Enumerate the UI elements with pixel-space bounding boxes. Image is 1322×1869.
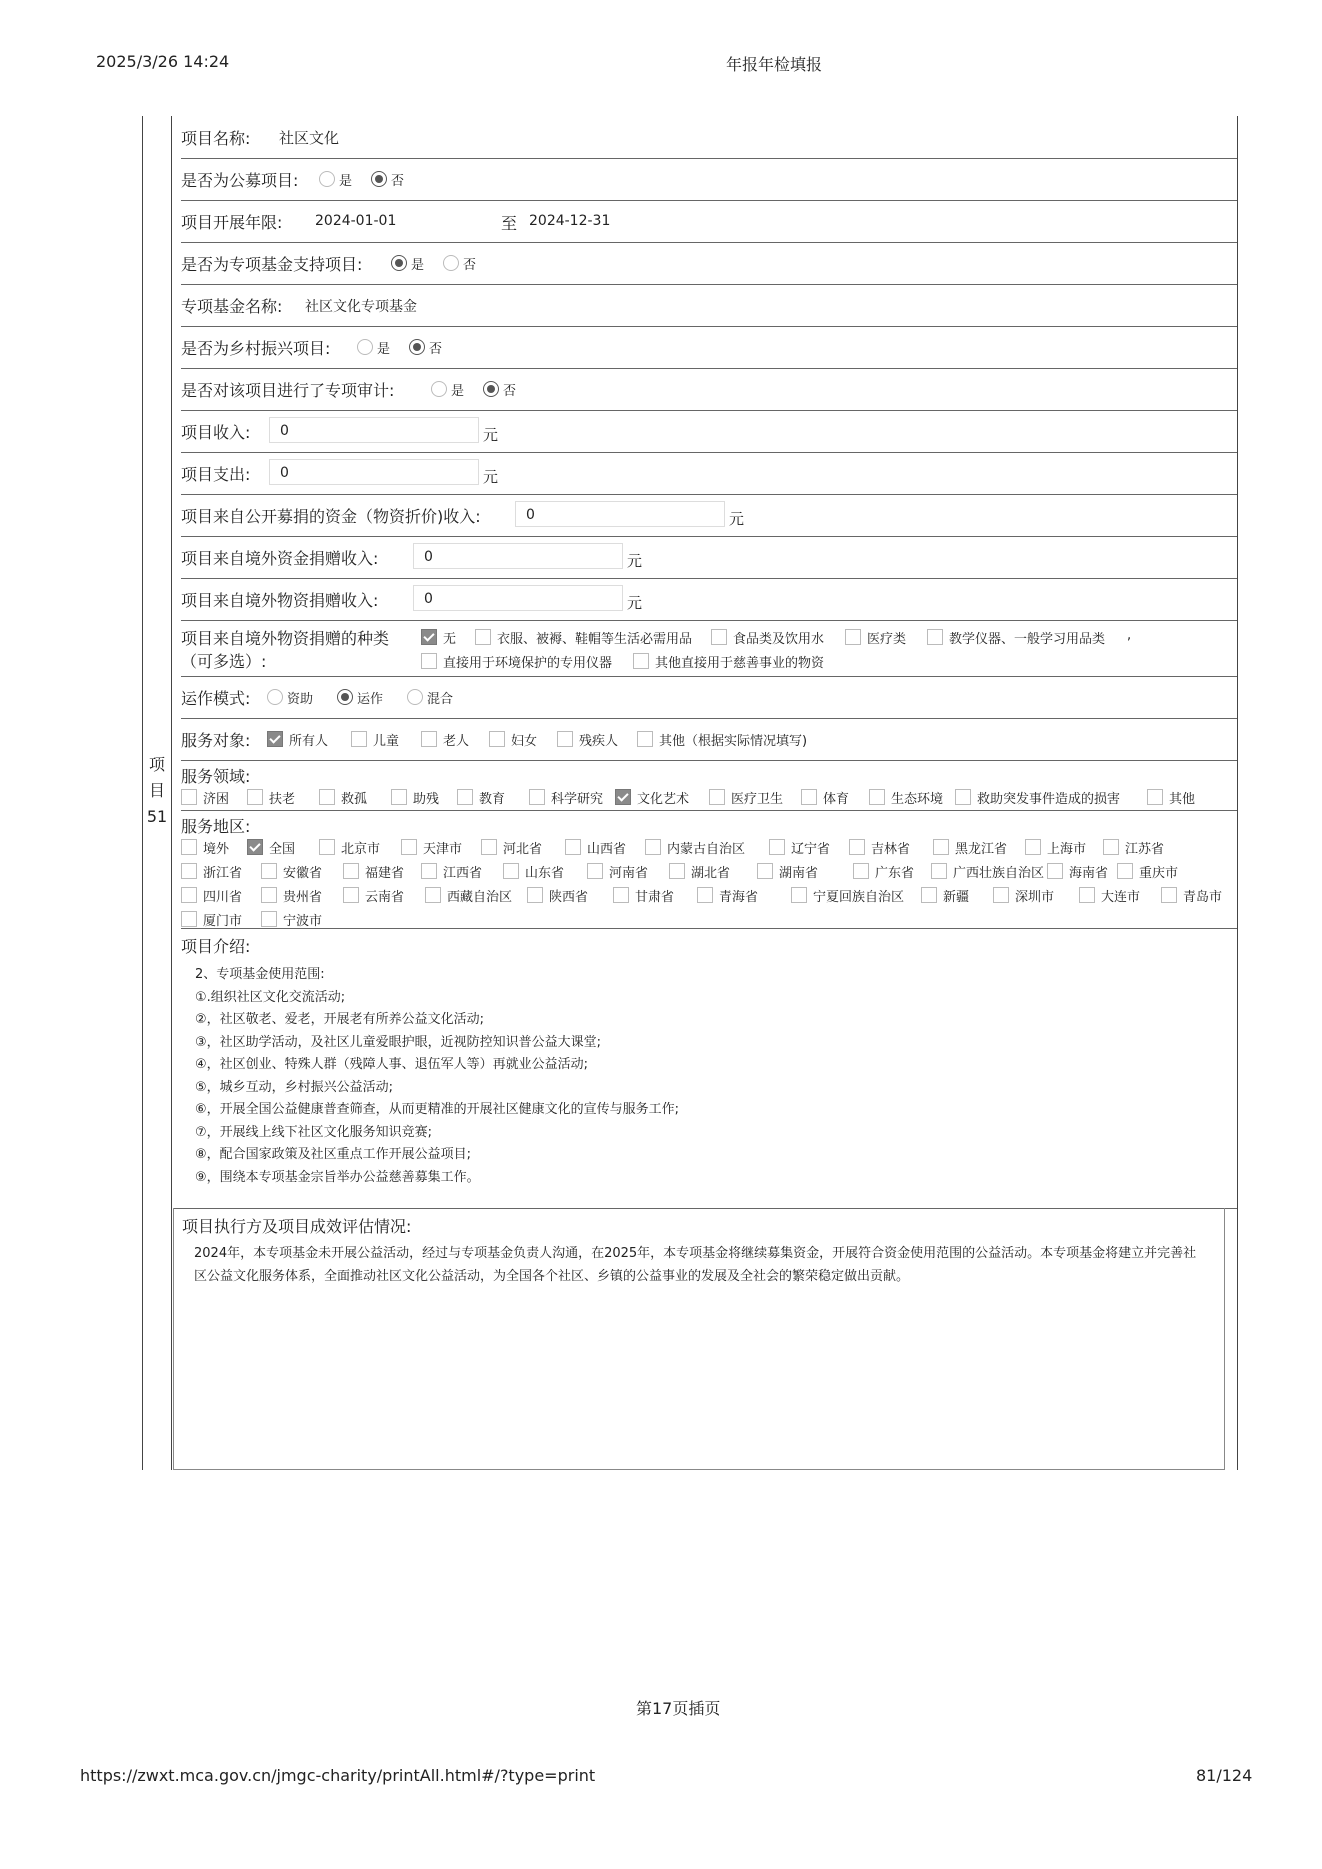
region-option[interactable]: 湖南省 — [757, 862, 818, 881]
intro-line: 2、专项基金使用范围: — [195, 967, 325, 982]
radio-selected-icon — [337, 689, 353, 705]
field-option[interactable]: 教育 — [457, 788, 505, 807]
checkbox-icon — [933, 839, 949, 855]
checkbox-icon — [955, 789, 971, 805]
checkbox-icon — [921, 887, 937, 903]
audit-yes[interactable]: 是 — [431, 380, 464, 399]
checkbox-icon — [351, 731, 367, 747]
region-option[interactable]: 重庆市 — [1117, 862, 1178, 881]
checkbox-icon — [709, 789, 725, 805]
project-form — [142, 116, 1238, 1470]
checkbox-icon — [401, 839, 417, 855]
intro-line: ②，社区敬老、爱老，开展老有所养公益文化活动; — [195, 1012, 485, 1027]
public-income-input[interactable]: 0 — [515, 501, 725, 527]
field-option[interactable]: 助残 — [391, 788, 439, 807]
region-option[interactable]: 宁夏回族自治区 — [791, 886, 904, 905]
service-region-label: 服务地区: — [181, 817, 251, 836]
target-option-all[interactable]: 所有人 — [267, 730, 328, 749]
checkbox-icon — [697, 887, 713, 903]
region-option[interactable]: 河南省 — [587, 862, 648, 881]
checkbox-icon — [1047, 863, 1063, 879]
goods-types-label-multi: （可多选）: — [181, 652, 267, 671]
checkbox-icon — [421, 653, 437, 669]
radio-selected-icon — [371, 171, 387, 187]
checkbox-icon — [927, 629, 943, 645]
target-option-women[interactable]: 妇女 — [489, 730, 537, 749]
checkbox-icon — [791, 887, 807, 903]
checkbox-icon — [1103, 839, 1119, 855]
checkbox-icon — [319, 789, 335, 805]
special-fund-no[interactable]: 否 — [443, 254, 476, 273]
row-rural — [181, 326, 1237, 369]
operation-option-mixed[interactable]: 混合 — [407, 688, 453, 707]
region-option[interactable]: 宁波市 — [261, 910, 322, 929]
overseas-funds-unit: 元 — [627, 552, 643, 570]
field-option[interactable]: 其他 — [1147, 788, 1195, 807]
checkbox-icon — [587, 863, 603, 879]
checkbox-icon — [1161, 887, 1177, 903]
checkbox-icon — [849, 839, 865, 855]
expense-unit: 元 — [483, 468, 499, 486]
region-option[interactable]: 广西壮族自治区 — [931, 862, 1044, 881]
service-target-label: 服务对象: — [181, 731, 251, 750]
operation-label: 运作模式: — [181, 689, 251, 708]
special-fund-yes[interactable]: 是 — [391, 254, 424, 273]
print-datetime: 2025/3/26 14:24 — [96, 52, 230, 71]
region-option[interactable]: 吉林省 — [849, 838, 910, 857]
target-option-other[interactable]: 其他（根据实际情况填写) — [637, 730, 807, 749]
checkbox-icon — [869, 789, 885, 805]
goods-option-medical[interactable]: 医疗类 — [845, 628, 906, 647]
checkbox-icon — [633, 653, 649, 669]
region-option[interactable]: 江苏省 — [1103, 838, 1164, 857]
checkbox-icon — [711, 629, 727, 645]
intro-line: ⑦，开展线上线下社区文化服务知识竞赛; — [195, 1124, 433, 1140]
row-public-raise — [181, 158, 1237, 201]
region-option[interactable]: 浙江省 — [181, 862, 242, 881]
field-option[interactable]: 生态环境 — [869, 788, 943, 807]
audit-no[interactable]: 否 — [483, 380, 516, 399]
region-option[interactable]: 河北省 — [481, 838, 542, 857]
radio-icon — [431, 381, 447, 397]
public-raise-no[interactable]: 否 — [371, 170, 404, 189]
intro-line: ⑥，开展全国公益健康普查筛查，从而更精准的开展社区健康文化的宣传与服务工作; — [195, 1102, 680, 1117]
region-option[interactable]: 陕西省 — [527, 886, 588, 905]
service-field-label: 服务领域: — [181, 767, 251, 786]
public-income-unit: 元 — [729, 510, 745, 528]
audit-label: 是否对该项目进行了专项审计: — [181, 381, 395, 400]
radio-selected-icon — [391, 255, 407, 271]
intro-text-area[interactable] — [195, 964, 679, 1189]
checkbox-icon — [489, 731, 505, 747]
checkbox-icon — [769, 839, 785, 855]
expense-input[interactable]: 0 — [269, 459, 479, 485]
checkbox-icon — [421, 731, 437, 747]
region-option[interactable]: 湖北省 — [669, 862, 730, 881]
checkbox-icon — [565, 839, 581, 855]
region-option[interactable]: 云南省 — [343, 886, 404, 905]
page-header-title: 年报年检填报 — [726, 55, 823, 74]
checkbox-icon — [319, 839, 335, 855]
checkbox-icon — [529, 789, 545, 805]
rural-no[interactable]: 否 — [409, 338, 442, 357]
evaluation-text-area[interactable]: 2024年，本专项基金未开展公益活动，经过与专项基金负责人沟通，在2025年，本专项基金将继续募集资金，开展符合资金使用范围的公益活动。本专项基金将建立并完善社区公益文化服务体系，全面推动社区文化公益活动，为全国各个社区、乡镇的公益事业的发展及全社会的繁荣稳定做出贡献。 — [194, 1246, 1197, 1284]
row-income — [181, 410, 1237, 453]
region-option[interactable]: 福建省 — [343, 862, 404, 881]
region-option[interactable]: 大连市 — [1079, 886, 1140, 905]
rural-label: 是否为乡村振兴项目: — [181, 339, 331, 358]
public-income-label: 项目来自公开募捐的资金（物资折价)收入: — [181, 507, 481, 526]
checkbox-icon — [527, 887, 543, 903]
intro-label: 项目介绍: — [181, 937, 251, 956]
region-option[interactable]: 黑龙江省 — [933, 838, 1007, 857]
intro-line: ⑤，城乡互动，乡村振兴公益活动; — [195, 1079, 394, 1095]
goods-option-other[interactable]: 其他直接用于慈善事业的物资 — [633, 652, 824, 671]
region-option[interactable]: 深圳市 — [993, 886, 1054, 905]
row-service-target — [181, 718, 1237, 761]
goods-option-clothing[interactable]: 衣服、被褥、鞋帽等生活必需用品 — [475, 628, 692, 647]
checkbox-icon — [425, 887, 441, 903]
region-option[interactable]: 新疆 — [921, 886, 969, 905]
checkbox-icon — [343, 863, 359, 879]
checkbox-icon — [845, 629, 861, 645]
region-option[interactable]: 西藏自治区 — [425, 886, 512, 905]
income-input[interactable]: 0 — [269, 417, 479, 443]
checkbox-icon — [391, 789, 407, 805]
checkbox-icon — [181, 789, 197, 805]
checkbox-icon — [457, 789, 473, 805]
region-option[interactable]: 上海市 — [1025, 838, 1086, 857]
region-option[interactable]: 内蒙古自治区 — [645, 838, 745, 857]
insert-page-label: 第17页插页 — [636, 1699, 721, 1718]
intro-line: ⑧，配合国家政策及社区重点工作开展公益项目; — [195, 1147, 472, 1162]
row-evaluation — [173, 1208, 1225, 1470]
intro-line: ④，社区创业、特殊人群（残障人事、退伍军人等）再就业公益活动; — [195, 1057, 589, 1072]
checkbox-icon — [557, 731, 573, 747]
region-option[interactable]: 江西省 — [421, 862, 482, 881]
goods-option-environment[interactable]: 直接用于环境保护的专用仪器 — [421, 652, 612, 671]
overseas-funds-input[interactable]: 0 — [413, 543, 623, 569]
page-url: https://zwxt.mca.gov.cn/jmgc-charity/printAll.html#/?type=print — [80, 1766, 596, 1785]
checkbox-icon — [613, 887, 629, 903]
row-service-field — [181, 760, 1237, 811]
operation-option-funding[interactable]: 资助 — [267, 688, 313, 707]
intro-line: ③，社区助学活动，及社区儿童爱眼护眼，近视防控知识普公益大课堂; — [195, 1034, 602, 1050]
checkbox-icon — [993, 887, 1009, 903]
checkbox-checked-icon — [421, 629, 437, 645]
public-raise-label: 是否为公募项目: — [181, 171, 299, 190]
checkbox-icon — [1117, 863, 1133, 879]
radio-icon — [407, 689, 423, 705]
goods-comma: , — [1127, 628, 1132, 643]
checkbox-icon — [181, 887, 197, 903]
region-option[interactable]: 广东省 — [853, 862, 914, 881]
side-label: 项 目 51 — [146, 755, 168, 826]
field-option[interactable]: 扶老 — [247, 788, 295, 807]
checkbox-icon — [181, 863, 197, 879]
fund-name-label: 专项基金名称: — [181, 297, 283, 316]
row-expense — [181, 452, 1237, 495]
goods-option-food[interactable]: 食品类及饮用水 — [711, 628, 824, 647]
checkbox-icon — [645, 839, 661, 855]
row-operation — [181, 676, 1237, 719]
fund-name-select[interactable]: 社区文化专项基金 — [305, 299, 417, 315]
checkbox-icon — [1025, 839, 1041, 855]
checkbox-icon — [853, 863, 869, 879]
checkbox-icon — [421, 863, 437, 879]
target-option-elderly[interactable]: 老人 — [421, 730, 469, 749]
checkbox-icon — [343, 887, 359, 903]
checkbox-checked-icon — [615, 789, 631, 805]
region-option[interactable]: 青海省 — [697, 886, 758, 905]
checkbox-icon — [931, 863, 947, 879]
row-overseas-goods — [181, 578, 1237, 621]
checkbox-icon — [1079, 887, 1095, 903]
checkbox-checked-icon — [247, 839, 263, 855]
rural-yes[interactable]: 是 — [357, 338, 390, 357]
radio-icon — [267, 689, 283, 705]
page-number: 81/124 — [1196, 1766, 1253, 1785]
field-option[interactable]: 体育 — [801, 788, 849, 807]
period-start[interactable]: 2024-01-01 — [315, 213, 397, 229]
checkbox-icon — [1147, 789, 1163, 805]
intro-line: ⑨，围绕本专项基金宗旨举办公益慈善募集工作。 — [195, 1169, 480, 1185]
radio-icon — [319, 171, 335, 187]
operation-option-operate[interactable]: 运作 — [337, 688, 383, 707]
checkbox-icon — [475, 629, 491, 645]
period-label: 项目开展年限: — [181, 213, 283, 232]
checkbox-icon — [481, 839, 497, 855]
checkbox-icon — [801, 789, 817, 805]
evaluation-label: 项目执行方及项目成效评估情况: — [182, 1217, 412, 1236]
region-option[interactable]: 安徽省 — [261, 862, 322, 881]
period-to: 至 — [501, 214, 518, 233]
overseas-funds-label: 项目来自境外资金捐赠收入: — [181, 549, 379, 568]
region-option[interactable]: 甘肃省 — [613, 886, 674, 905]
target-option-disabled[interactable]: 残疾人 — [557, 730, 618, 749]
checkbox-icon — [757, 863, 773, 879]
row-goods-types — [181, 620, 1237, 677]
region-option[interactable]: 厦门市 — [181, 910, 242, 929]
radio-selected-icon — [409, 339, 425, 355]
public-raise-yes[interactable]: 是 — [319, 170, 352, 189]
checkbox-icon — [503, 863, 519, 879]
checkbox-icon — [669, 863, 685, 879]
region-option[interactable]: 全国 — [247, 838, 295, 857]
field-option[interactable]: 医疗卫生 — [709, 788, 783, 807]
radio-icon — [443, 255, 459, 271]
income-label: 项目收入: — [181, 423, 251, 442]
special-fund-label: 是否为专项基金支持项目: — [181, 255, 363, 274]
radio-selected-icon — [483, 381, 499, 397]
overseas-goods-label: 项目来自境外物资捐赠收入: — [181, 591, 379, 610]
field-option[interactable]: 科学研究 — [529, 788, 603, 807]
row-public-income — [181, 494, 1237, 537]
income-unit: 元 — [483, 426, 499, 444]
goods-types-label: 项目来自境外物资捐赠的种类 — [181, 629, 390, 648]
region-option[interactable]: 山东省 — [503, 862, 564, 881]
region-option[interactable]: 海南省 — [1047, 862, 1108, 881]
checkbox-checked-icon — [267, 731, 283, 747]
row-intro — [173, 928, 1237, 1209]
target-option-children[interactable]: 儿童 — [351, 730, 399, 749]
region-option[interactable]: 贵州省 — [261, 886, 322, 905]
intro-line: ①.组织社区文化交流活动; — [195, 989, 346, 1005]
row-project-name — [181, 116, 1237, 159]
region-option[interactable]: 四川省 — [181, 886, 242, 905]
field-option[interactable]: 救助突发事件造成的损害 — [955, 788, 1120, 807]
field-option[interactable]: 文化艺术 — [615, 788, 689, 807]
project-name-value: 社区文化 — [279, 129, 340, 147]
goods-option-none[interactable]: 无 — [421, 628, 456, 647]
row-fund-name — [181, 284, 1237, 327]
expense-label: 项目支出: — [181, 465, 251, 484]
region-option[interactable]: 山西省 — [565, 838, 626, 857]
row-period — [181, 200, 1237, 243]
field-option[interactable]: 济困 — [181, 788, 229, 807]
region-option[interactable]: 辽宁省 — [769, 838, 830, 857]
checkbox-icon — [637, 731, 653, 747]
region-option[interactable]: 境外 — [181, 838, 229, 857]
checkbox-icon — [247, 789, 263, 805]
region-option[interactable]: 青岛市 — [1161, 886, 1222, 905]
radio-icon — [357, 339, 373, 355]
row-service-region — [181, 810, 1237, 929]
row-audit — [181, 368, 1237, 411]
checkbox-icon — [181, 911, 197, 927]
row-overseas-funds — [181, 536, 1237, 579]
field-option[interactable]: 救孤 — [319, 788, 367, 807]
goods-option-education[interactable]: 教学仪器、一般学习用品类 — [927, 628, 1105, 647]
overseas-goods-unit: 元 — [627, 594, 643, 612]
overseas-goods-input[interactable]: 0 — [413, 585, 623, 611]
side-divider — [171, 116, 172, 1470]
checkbox-icon — [261, 911, 277, 927]
project-name-label: 项目名称: — [181, 129, 251, 148]
period-end[interactable]: 2024-12-31 — [529, 213, 611, 229]
checkbox-icon — [181, 839, 197, 855]
region-option[interactable]: 北京市 — [319, 838, 380, 857]
checkbox-icon — [261, 887, 277, 903]
region-option[interactable]: 天津市 — [401, 838, 462, 857]
row-special-fund — [181, 242, 1237, 285]
checkbox-icon — [261, 863, 277, 879]
